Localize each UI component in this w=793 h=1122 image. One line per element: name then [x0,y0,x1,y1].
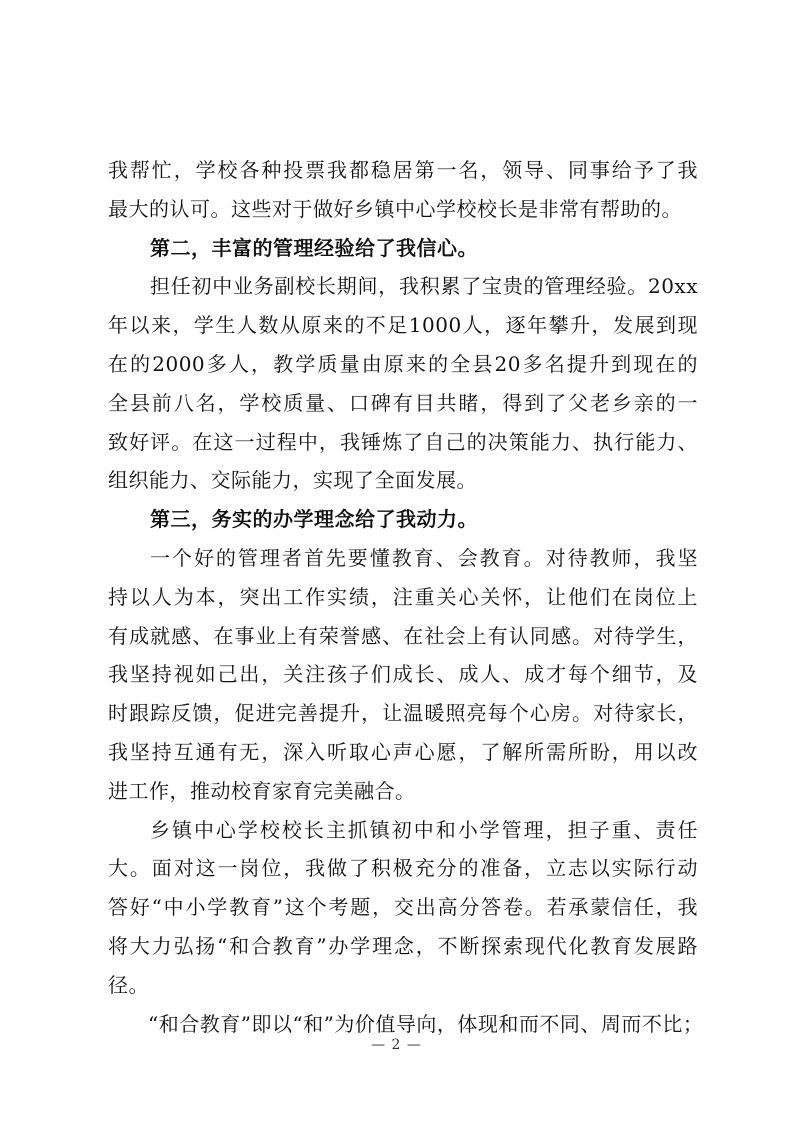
paragraph-line: 进工作，推动校育家育完美融合。 [108,779,416,803]
paragraph-line: 一个好的管理者首先要懂教育、会教育。对待教师，我坚 [150,546,698,570]
section-heading-third: 第三，务实的办学理念给了我动力。 [150,507,478,531]
paragraph-line: “和合教育”即以“和”为价值导向，体现和而不同、周而不比； [148,1012,704,1036]
paragraph-line: 大。面对这一岗位，我做了积极充分的准备，立志以实际行动 [108,856,698,880]
page-number: — 2 — [371,1037,422,1053]
paragraph-line: 时跟踪反馈，促进完善提升，让温暖照亮每个心房。对待家长， [108,701,698,725]
paragraph-line: 组织能力、交际能力，实现了全面发展。 [108,468,477,492]
paragraph-line: 答好“中小学教育”这个考题，交出高分答卷。若承蒙信任，我 [108,895,698,919]
paragraph-line: 最大的认可。这些对于做好乡镇中心学校校长是非常有帮助的。 [108,197,682,221]
paragraph-line: 年以来，学生人数从原来的不足1000人，逐年攀升，发展到现 [108,313,698,337]
paragraph-line: 担任初中业务副校长期间，我积累了宝贵的管理经验。20xx [150,274,698,298]
paragraph-line: 致好评。在这一过程中，我锤炼了自己的决策能力、执行能力、 [108,430,698,454]
paragraph-line: 我坚持互通有无，深入听取心声心愿，了解所需所盼，用以改 [108,740,698,764]
paragraph-line: 在的2000多人，教学质量由原来的全县20多名提升到现在的 [108,352,698,376]
paragraph-line: 我坚持视如己出，关注孩子们成长、成人、成才每个细节，及 [108,662,698,686]
section-heading-second: 第二，丰富的管理经验给了我信心。 [150,236,478,260]
paragraph-line: 有成就感、在事业上有荣誉感、在社会上有认同感。对待学生， [108,624,698,648]
paragraph-line: 我帮忙，学校各种投票我都稳居第一名，领导、同事给予了我 [108,158,698,182]
paragraph-line: 乡镇中心学校校长主抓镇初中和小学管理，担子重、责任 [150,818,698,842]
paragraph-line: 持以人为本，突出工作实绩，注重关心关怀，让他们在岗位上 [108,585,698,609]
paragraph-line: 将大力弘扬“和合教育”办学理念，不断探索现代化教育发展路 [108,934,698,958]
paragraph-line: 径。 [108,973,149,997]
paragraph-line: 全县前八名，学校质量、口碑有目共睹，得到了父老乡亲的一 [108,391,698,415]
